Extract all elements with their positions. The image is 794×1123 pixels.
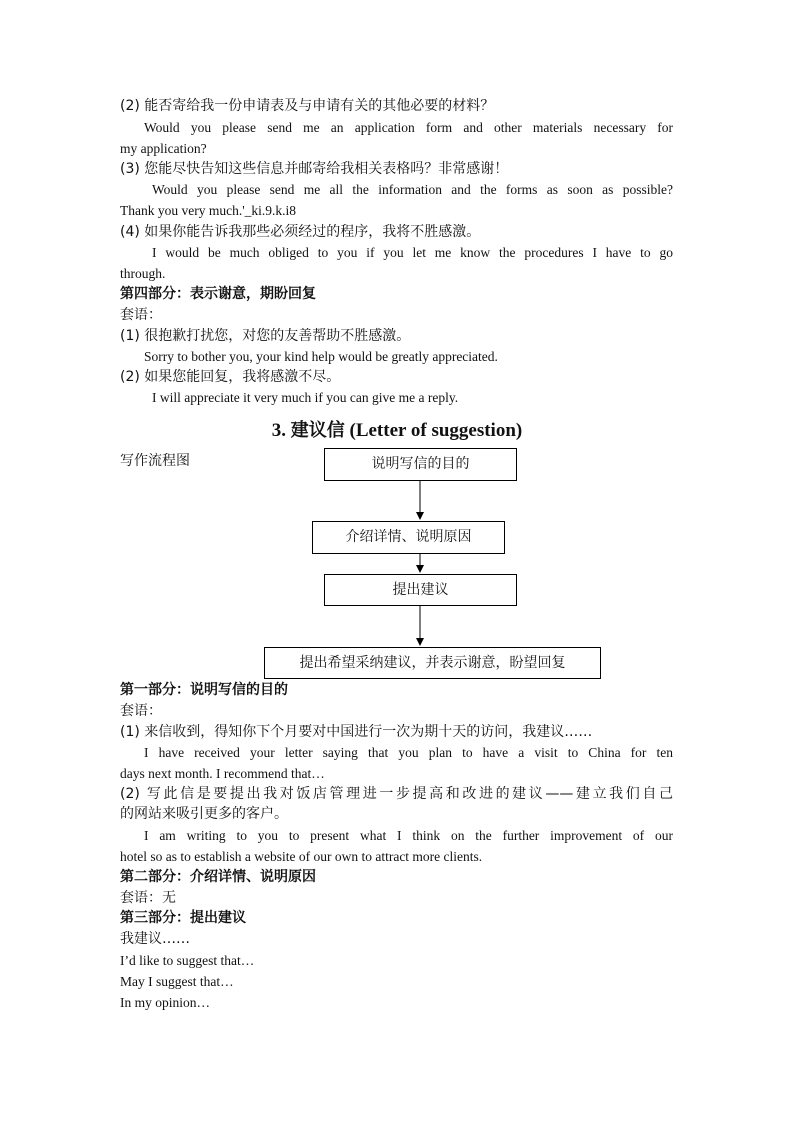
section-3-number: 3.	[271, 420, 286, 441]
item-4-chinese: (4) 如果你能告诉我那些必须经过的程序，我将不胜感激。	[120, 224, 481, 240]
part1-item2-chinese-line1: (2) 写此信是要提出我对饭店管理进一步提高和改进的建议——建立我们自己	[120, 786, 673, 802]
part1-item2-english-line1: I am writing to you to present what I think on the further improvement of our	[144, 828, 673, 843]
part4-tao-label: 套语：	[120, 307, 162, 323]
part4-item2-english: I will appreciate it very much if you can give me a reply.	[152, 390, 459, 405]
section-3-title	[0, 419, 794, 443]
flow-step-3: 提出建议	[324, 574, 517, 606]
item-2-english-line1: Would you please send me an application form and other materials necessary for	[144, 120, 673, 135]
part1-item2-chinese-line2: 的网站来吸引更多的客户。	[120, 806, 288, 822]
item-2-english-line2: my application?	[120, 141, 207, 156]
item-3-chinese: (3) 您能尽快告知这些信息并邮寄给我相关表格吗？非常感谢！	[120, 161, 509, 177]
part4-item2-chinese: (2) 如果您能回复，我将感激不尽。	[120, 369, 341, 385]
flow-step-4: 提出希望采纳建议，并表示谢意，盼望回复	[264, 647, 601, 679]
part4-item1-english: Sorry to bother you, your kind help would be greatly appreciated.	[144, 349, 498, 364]
item-4-english-line2: through.	[120, 266, 166, 281]
part1-heading: 第一部分：说明写信的目的	[120, 682, 288, 698]
part1-item1-english-line2: days next month. I recommend that…	[120, 766, 325, 781]
part3-phrase-1: 我建议……	[120, 931, 190, 947]
flowchart-label: 写作流程图	[120, 453, 190, 469]
part2-heading: 第二部分：介绍详情、说明原因	[120, 869, 316, 885]
part1-tao-label: 套语：	[120, 703, 162, 719]
part1-item2-english-line2: hotel so as to establish a website of our own to attract more clients.	[120, 849, 483, 864]
part3-phrase-4: In my opinion…	[120, 995, 210, 1010]
part3-heading: 第三部分：提出建议	[120, 910, 246, 926]
section-3-title-english: (Letter of suggestion)	[349, 420, 523, 441]
flow-step-1: 说明写信的目的	[324, 448, 517, 481]
part1-item1-chinese: (1) 来信收到，得知你下个月要对中国进行一次为期十天的访问，我建议……	[120, 724, 593, 740]
item-3-english-line2: Thank you very much.'_ki.9.k.i8	[120, 203, 297, 218]
part3-phrase-3: May I suggest that…	[120, 974, 234, 989]
part4-heading: 第四部分：表示谢意，期盼回复	[120, 286, 316, 302]
section-3-title-chinese: 建议信	[290, 420, 345, 441]
part4-item1-chinese: (1) 很抱歉打扰您，对您的友善帮助不胜感激。	[120, 328, 411, 344]
part3-phrase-2: I’d like to suggest that…	[120, 953, 255, 968]
flow-step-2: 介绍详情、说明原因	[312, 521, 505, 554]
item-2-chinese: (2) 能否寄给我一份申请表及与申请有关的其他必要的材料？	[120, 98, 495, 114]
part1-item1-english-line1: I have received your letter saying that you plan to have a visit to China for ten	[144, 745, 673, 760]
part2-tao-label: 套语：无	[120, 890, 176, 906]
item-4-english-line1: I would be much obliged to you if you let me know the procedures I have to go	[152, 245, 673, 260]
item-3-english-line1: Would you please send me all the information and the forms as soon as possible?	[152, 182, 673, 197]
